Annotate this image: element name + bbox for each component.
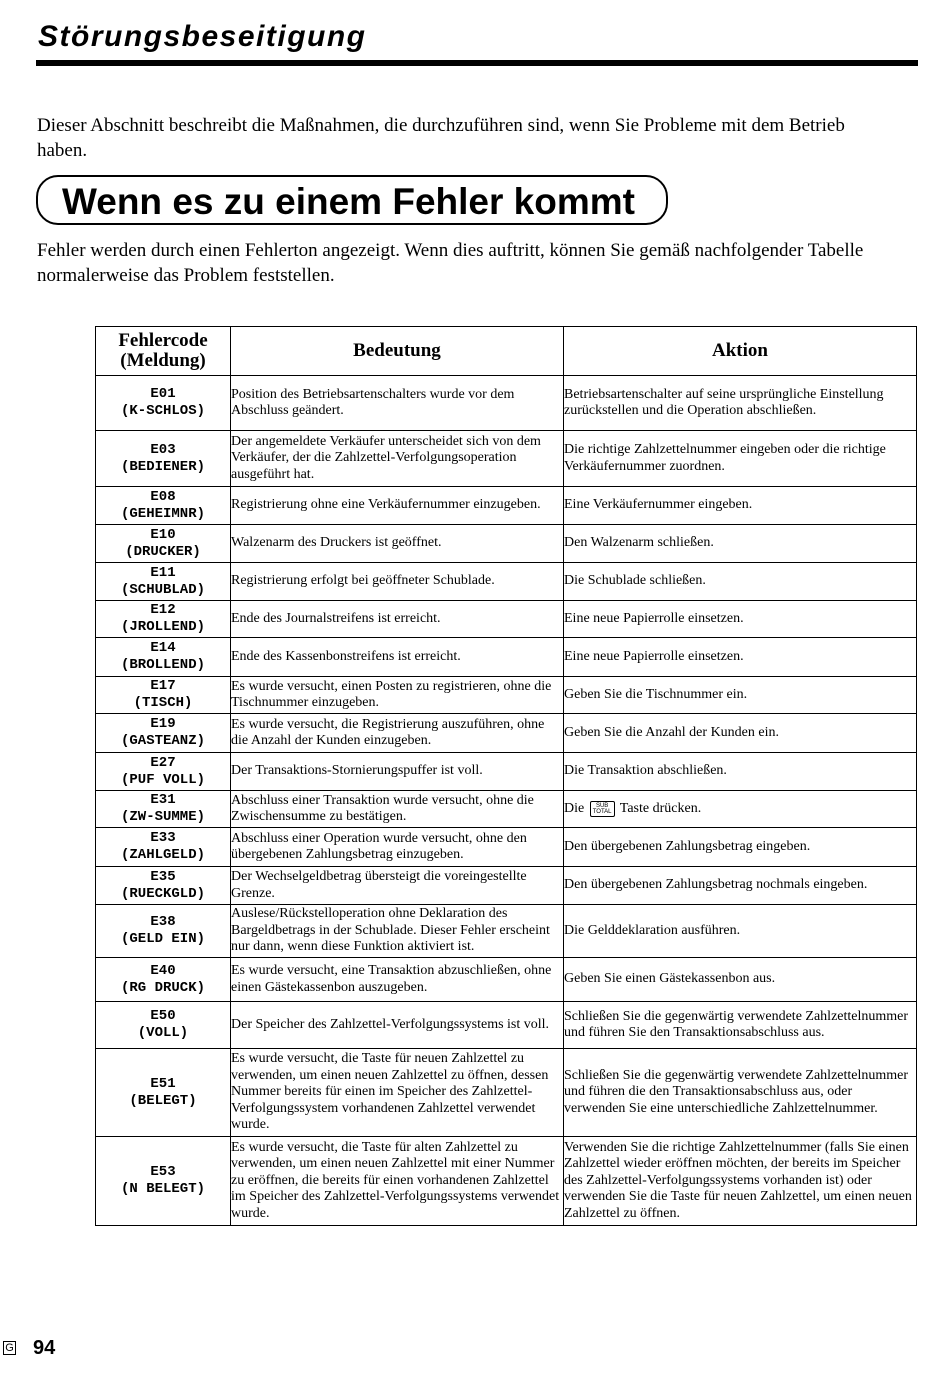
table-row (96, 638, 917, 677)
error-code: E38 (150, 914, 176, 930)
error-code-cell (96, 677, 231, 714)
error-code-cell (96, 563, 231, 601)
error-code-cell (96, 487, 231, 525)
meaning-cell: Es wurde versucht, die Registrierung auszuführen, ohne die Anzahl der Kunden einzugeben. (231, 714, 564, 753)
meaning-cell: Es wurde versucht, eine Transaktion abzuschließen, ohne einen Gästekassenbon auszugeben. (231, 958, 564, 1002)
table-row (96, 867, 917, 905)
subtotal-key-line1: SUB (595, 802, 609, 809)
action-cell: Geben Sie die Tischnummer ein. (564, 677, 917, 714)
error-code-cell (96, 753, 231, 791)
error-message: (SCHUBLAD) (120, 581, 205, 598)
error-code: E11 (150, 564, 176, 581)
error-code: E51 (150, 1075, 176, 1092)
action-cell: Die richtige Zahlzettelnummer eingeben oder die richtige Verkäufernummer zuordnen. (564, 431, 917, 487)
language-marker: G (3, 1341, 16, 1355)
error-code-cell (96, 1049, 231, 1137)
error-message: (RUECKGLD) (120, 885, 205, 902)
header-error-code-line2: (Meldung) (120, 350, 206, 371)
error-message: (PUF VOLL) (120, 771, 205, 788)
error-code: E03 (150, 441, 176, 458)
table-row (96, 958, 917, 1002)
meaning-cell: Abschluss einer Transaktion wurde versucht, ohne die Zwischensumme zu bestätigen. (231, 791, 564, 828)
error-message: (BROLLEND) (120, 657, 205, 673)
action-cell: Den Walzenarm schließen. (564, 525, 917, 563)
action-cell: Betriebsartenschalter auf seine ursprüngliche Einstellung zurückstellen und die Operation abschließen. (564, 376, 917, 431)
error-code-cell (96, 638, 231, 677)
error-message: (RG DRUCK) (120, 979, 205, 996)
error-code-cell (96, 376, 231, 431)
meaning-cell: Der angemeldete Verkäufer unterscheidet sich von dem Verkäufer, der die Zahlzettel-Verfolgungsoperation ausgeführt hat. (231, 431, 564, 487)
table-row (96, 487, 917, 525)
error-message: (GEHEIMNR) (120, 505, 205, 522)
error-code-cell (96, 431, 231, 487)
error-message: (BEDIENER) (120, 458, 205, 475)
meaning-cell: Ende des Journalstreifens ist erreicht. (231, 601, 564, 638)
meaning-cell: Es wurde versucht, einen Posten zu registrieren, ohne die Tischnummer einzugeben. (231, 677, 564, 714)
action-cell: Den übergebenen Zahlungsbetrag nochmals eingeben. (564, 867, 917, 905)
action-cell: Eine neue Papierrolle einsetzen. (564, 601, 917, 638)
error-message: (GASTEANZ) (120, 733, 205, 749)
meaning-cell: Der Wechselgeldbetrag übersteigt die voreingestellte Grenze. (231, 867, 564, 905)
error-code: E10 (150, 526, 176, 543)
error-message: (ZAHLGELD) (120, 847, 205, 863)
error-message: (DRUCKER) (125, 543, 201, 560)
table-body (96, 376, 917, 1226)
meaning-cell: Position des Betriebsartenschalters wurde vor dem Abschluss geändert. (231, 376, 564, 431)
error-code-cell (96, 905, 231, 958)
error-code-cell (96, 525, 231, 563)
error-code: E17 (150, 678, 176, 694)
header-error-code-line1: Fehlercode (118, 330, 208, 351)
error-message: (GELD EIN) (120, 931, 205, 947)
action-cell: Schließen Sie die gegenwärtig verwendete Zahlzettelnummer und führen die den Transaktionsabschluss aus, oder verwenden Sie eine unterschiedliche Zahlzettelnummer. (564, 1049, 917, 1137)
action-text-post: Taste drücken. (619, 800, 702, 816)
error-code-cell (96, 1137, 231, 1226)
section-heading: Wenn es zu einem Fehler kommt (62, 181, 635, 222)
action-cell: Den übergebenen Zahlungsbetrag eingeben. (564, 828, 917, 867)
table-row (96, 753, 917, 791)
error-message: (VOLL) (137, 1025, 189, 1041)
subtotal-key-icon (590, 801, 615, 817)
error-code-cell (96, 601, 231, 638)
action-cell: Die Transaktion abschließen. (564, 753, 917, 791)
action-cell: Schließen Sie die gegenwärtig verwendete Zahlzettelnummer und führen Sie den Transaktionsabschluss aus. (564, 1002, 917, 1049)
error-code-cell (96, 867, 231, 905)
action-cell: Geben Sie die Anzahl der Kunden ein. (564, 714, 917, 753)
error-code: E12 (150, 602, 176, 618)
error-code-cell (96, 714, 231, 753)
table-row (96, 376, 917, 431)
action-cell: Eine neue Papierrolle einsetzen. (564, 638, 917, 677)
error-message: (JROLLEND) (120, 619, 205, 635)
table-header-row (96, 327, 917, 376)
table-row (96, 525, 917, 563)
meaning-cell: Walzenarm des Druckers ist geöffnet. (231, 525, 564, 563)
error-code: E35 (150, 868, 176, 885)
action-cell (564, 791, 917, 828)
error-code-cell (96, 958, 231, 1002)
error-code-cell (96, 1002, 231, 1049)
error-code: E01 (150, 386, 176, 402)
action-cell: Geben Sie einen Gästekassenbon aus. (564, 958, 917, 1002)
error-code: E53 (150, 1164, 176, 1180)
intro-paragraph: Dieser Abschnitt beschreibt die Maßnahmen, die durchzuführen sind, wenn Sie Probleme mit dem Betrieb haben. (37, 115, 845, 161)
table-row (96, 601, 917, 638)
error-code: E31 (150, 792, 176, 808)
table-row (96, 828, 917, 867)
table-row (96, 431, 917, 487)
error-code: E19 (150, 716, 176, 732)
table-row (96, 563, 917, 601)
error-table (95, 326, 917, 1226)
meaning-cell: Es wurde versucht, die Taste für neuen Zahlzettel zu verwenden, um einen neuen Zahlzettel zu öffnen, dessen Nummer bereits für einen im Speicher des Zahlzettel-Verfolgungssystem vorhandenen Zahlzettel verwendet wurde. (231, 1049, 564, 1137)
meaning-cell: Der Transaktions-Stornierungspuffer ist voll. (231, 753, 564, 791)
title-rule (36, 60, 918, 66)
meaning-cell: Es wurde versucht, die Taste für alten Zahlzettel zu verwenden, um einen neuen Zahlzettel mit einer Nummer zu eröffnen, die bereits für einen vorhandenen Zahlzettel im Speicher des Zahlzettel-Verfolgungssystems verwendet wurde. (231, 1137, 564, 1226)
error-message: (N BELEGT) (120, 1181, 205, 1197)
error-message: (ZW-SUMME) (120, 809, 205, 825)
table-row (96, 714, 917, 753)
meaning-cell: Registrierung erfolgt bei geöffneter Schublade. (231, 563, 564, 601)
header-error-code (96, 327, 231, 376)
section-paragraph: Fehler werden durch einen Fehlerton angezeigt. Wenn dies auftritt, können Sie gemäß nachfolgender Tabelle normalerweise das Problem feststellen. (37, 240, 864, 286)
error-code-cell (96, 828, 231, 867)
table-row (96, 1049, 917, 1137)
action-cell: Die Schublade schließen. (564, 563, 917, 601)
error-message: (TISCH) (133, 695, 193, 711)
meaning-cell: Der Speicher des Zahlzettel-Verfolgungssystems ist voll. (231, 1002, 564, 1049)
meaning-cell: Ende des Kassenbonstreifens ist erreicht. (231, 638, 564, 677)
subtotal-key-line2: TOTAL (592, 808, 612, 815)
error-code: E27 (150, 754, 176, 771)
table-row (96, 1002, 917, 1049)
action-cell: Die Gelddeklaration ausführen. (564, 905, 917, 958)
error-code-cell (96, 791, 231, 828)
error-code: E08 (150, 488, 176, 505)
meaning-cell: Auslese/Rückstelloperation ohne Deklaration des Bargeldbetrags in der Schublade. Dieser Fehler erscheint nur dann, wenn diese Funktion aktiviert ist. (231, 905, 564, 958)
page-number: 94 (33, 1337, 56, 1359)
header-meaning: Bedeutung (231, 327, 564, 376)
action-cell: Verwenden Sie die richtige Zahlzettelnummer (falls Sie einen Zahlzettel wieder eröffnen möchten, der bereits im Speicher des Zahlzettel-Verfolgungssystems vorhanden ist) oder verwenden Sie die Taste für neuen Zahlzettel, um einen neuen Zahlzettel zu öffnen. (564, 1137, 917, 1226)
action-text-pre: Die (564, 800, 585, 816)
error-code: E14 (150, 640, 176, 656)
page-title: Störungsbeseitigung (38, 20, 367, 53)
error-message: (BELEGT) (129, 1092, 197, 1109)
table-row (96, 677, 917, 714)
header-action: Aktion (564, 327, 917, 376)
error-code: E33 (150, 830, 176, 846)
table-row (96, 905, 917, 958)
meaning-cell: Registrierung ohne eine Verkäufernummer einzugeben. (231, 487, 564, 525)
error-code: E50 (150, 1008, 176, 1024)
error-message: (K-SCHLOS) (120, 403, 205, 419)
table-row (96, 791, 917, 828)
meaning-cell: Abschluss einer Operation wurde versucht, ohne den übergebenen Zahlungsbetrag einzugeben. (231, 828, 564, 867)
error-code: E40 (150, 962, 176, 979)
action-cell: Eine Verkäufernummer eingeben. (564, 487, 917, 525)
table-row (96, 1137, 917, 1226)
